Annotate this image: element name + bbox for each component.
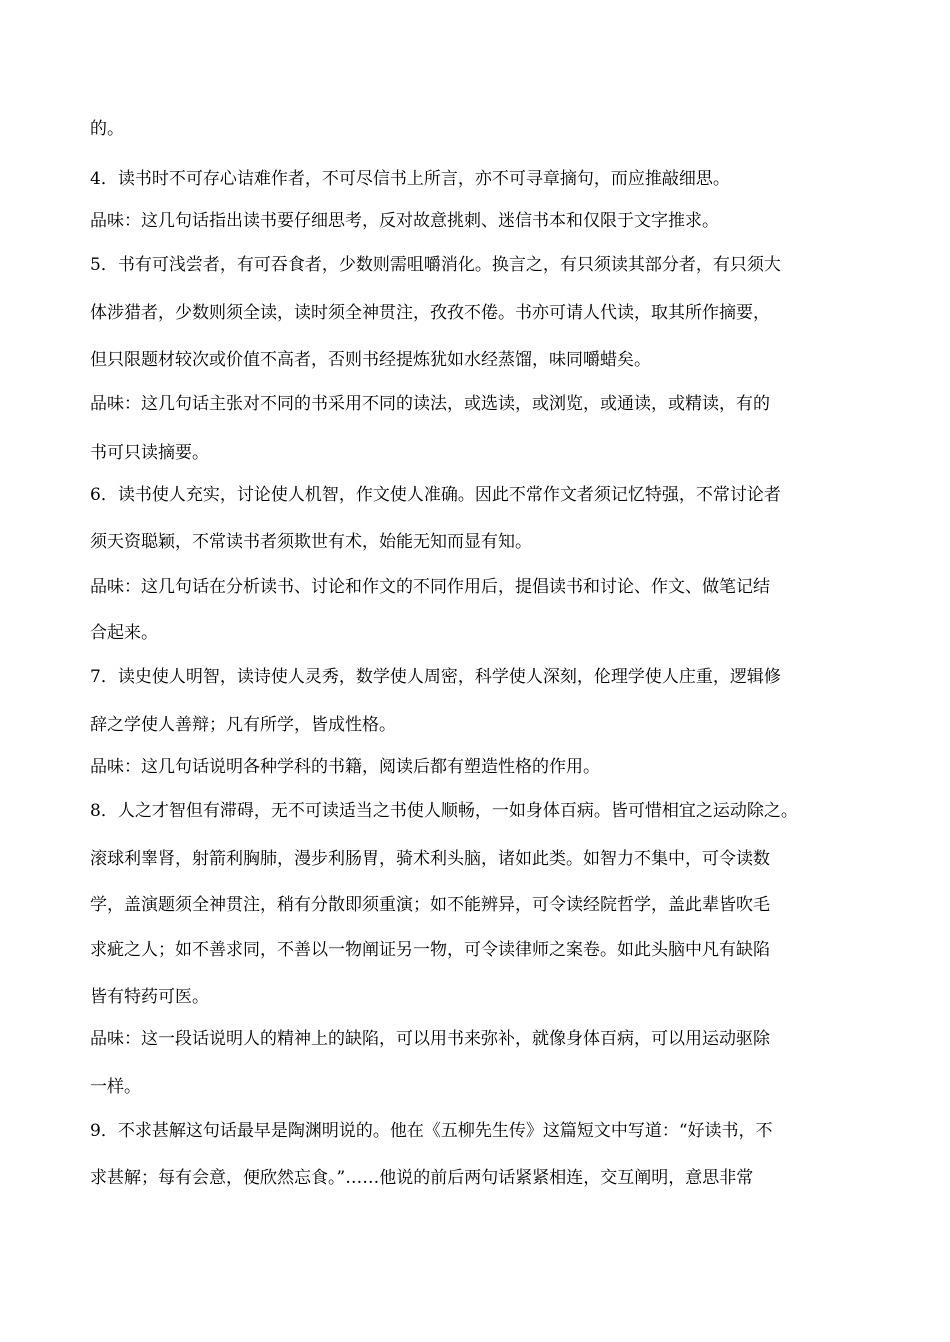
text-line: 6．读书使人充实，讨论使人机智，作文使人准确。因此不常作文者须记忆特强，不常讨论者 xyxy=(90,485,781,505)
text-line: 求疵之人；如不善求同，不善以一物阐证另一物，可令读律师之案卷。如此头脑中凡有缺陷 xyxy=(90,940,770,960)
text-line: 但只限题材较次或价值不高者，否则书经提炼犹如水经蒸馏，味同嚼蜡矣。 xyxy=(90,350,651,370)
text-line: 9．不求甚解这句话最早是陶渊明说的。他在《五柳先生传》这篇短文中写道：“好读书，不 xyxy=(90,1121,773,1141)
text-line: 皆有特药可医。 xyxy=(90,987,209,1007)
text-line: 的。 xyxy=(90,119,124,139)
text-line: 辞之学使人善辩；凡有所学，皆成性格。 xyxy=(90,715,396,735)
text-line: 书可只读摘要。 xyxy=(90,443,209,463)
text-line: 8．人之才智但有滞碍，无不可读适当之书使人顺畅，一如身体百病。皆可惜相宜之运动除之。 xyxy=(90,801,798,821)
text-line: 滚球利睾肾，射箭利胸肺，漫步利肠胃，骑术利头脑，诸如此类。如智力不集中，可令读数 xyxy=(90,849,770,869)
text-line: 5．书有可浅尝者，有可吞食者，少数则需咀嚼消化。换言之，有只须读其部分者，有只须大 xyxy=(90,255,781,275)
text-line: 合起来。 xyxy=(90,623,158,643)
text-line: 品味：这几句话指出读书要仔细思考，反对故意挑刺、迷信书本和仅限于文字推求。 xyxy=(90,211,719,231)
text-line: 4．读书时不可存心诘难作者，不可尽信书上所言，亦不可寻章摘句，而应推敲细思。 xyxy=(90,169,730,189)
text-line: 须天资聪颖，不常读书者须欺世有术，始能无知而显有知。 xyxy=(90,532,532,552)
text-line: 品味：这一段话说明人的精神上的缺陷，可以用书来弥补，就像身体百病，可以用运动驱除 xyxy=(90,1029,770,1049)
text-line: 体涉猎者，少数则须全读，读时须全神贯注，孜孜不倦。书亦可请人代读，取其所作摘要， xyxy=(90,303,770,323)
text-line: 品味：这几句话在分析读书、讨论和作文的不同作用后，提倡读书和讨论、作文、做笔记结 xyxy=(90,577,770,597)
text-line: 求甚解；每有会意，便欣然忘食。”……他说的前后两句话紧紧相连，交互阐明，意思非常 xyxy=(90,1168,754,1188)
text-line: 学，盖演题须全神贯注，稍有分散即须重演；如不能辨异，可令读经院哲学，盖此辈皆吹毛 xyxy=(90,895,770,915)
text-line: 品味：这几句话说明各种学科的书籍，阅读后都有塑造性格的作用。 xyxy=(90,757,600,777)
text-line: 一样。 xyxy=(90,1077,141,1097)
text-line: 7．读史使人明智，读诗使人灵秀，数学使人周密，科学使人深刻，伦理学使人庄重，逻辑修 xyxy=(90,667,781,687)
text-line: 品味：这几句话主张对不同的书采用不同的读法，或选读，或浏览，或通读，或精读，有的 xyxy=(90,394,770,414)
